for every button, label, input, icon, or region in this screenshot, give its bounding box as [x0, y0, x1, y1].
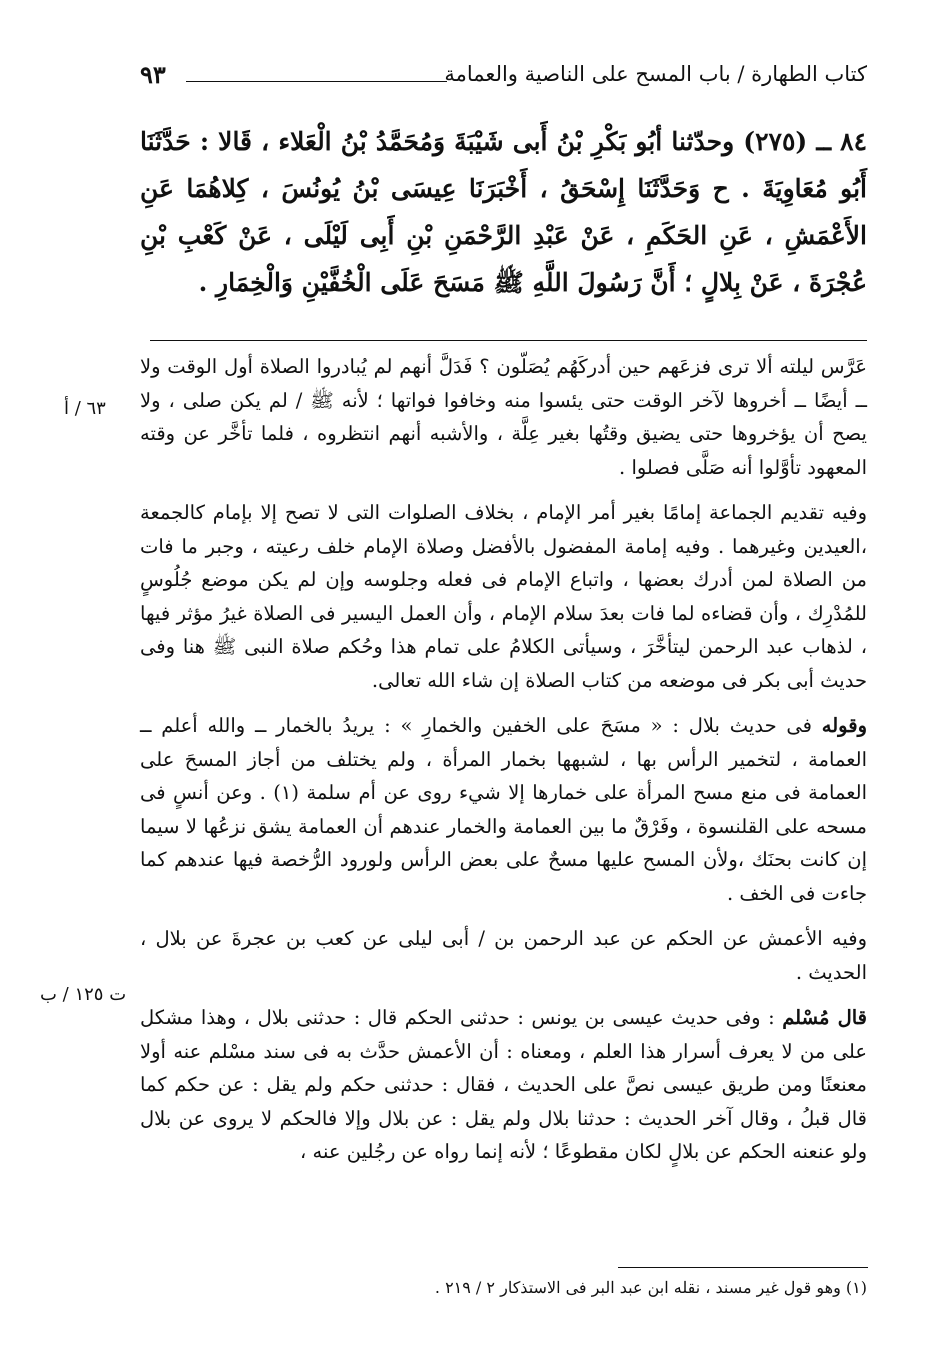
commentary-paragraph: وفيه تقديم الجماعة إمامًا بغير أمر الإمام ، بخلاف الصلوات التى لا تصح إلا بإمام كالجمعة ،العيدين وغيرهما . وفيه إمامة المفضول بالأفضل وصلاة الإمام خلف رعيته ، وجبر ما فات من الصلاة لمن أدرك بعضها ، واتباع الإمام فى فعله وجلوسه وإن لم يكن موضع جُلُوسٍ للمُدْرِك ، وأن قضاءه لما فات بعدَ سلام الإمام ، وأن العمل اليسير فى الصلاة غيرُ مؤثر فيها ، لذهاب عبد الرحمن ليتأخَّرَ ، وسيأتى الكلامُ على تمام هذا وحُكم صلاة النبى ﷺ هنا وفى حديث أبى بكر فى موضعه من كتاب الصلاة إن شاء الله تعالى. [140, 501, 867, 692]
page-number: ٩٣ [140, 60, 166, 89]
commentary-paragraph [140, 1001, 867, 1169]
header-title: كتاب الطهارة / باب المسح على الناصية والعمامة [444, 62, 867, 86]
commentary-paragraph: وفيه الأعمش عن الحكم عن عبد الرحمن بن / أبى ليلى عن كعب بن عجرةَ عن بلال ، الحديث . [140, 927, 867, 984]
running-header [140, 62, 867, 96]
commentary-paragraph: عَرَّس ليلته ألا ترى فزعَهم حين أدركَهُم يُصَلّون ؟ فَدَلَّ أنهم لم يُبادروا الصلاة أول الوقت ولا ــ أيضًا ــ أخروها لآخر الوقت حتى يئسوا منه وخافوا فواتها ؛ لأنه ﷺ / لم يكن صلى ، ولا يصح أن يؤخروها حتى يضيق وقتُها بغير عِلَّة ، والأشبه أنهم انتظروه ، فلما تأخَّر عن وقته المعهود تأوَّلوا أنه صَلَّى فصلوا . [140, 355, 867, 479]
margin-reference: ٦٣ / أ [64, 398, 106, 419]
paragraph-lead: قال مُسْلم [782, 1006, 868, 1029]
commentary [140, 350, 867, 1181]
footnote: (١) وهو قول غير مسند ، نقله ابن عبد البر فى الاستذكار ٢ / ٢١٩ . [434, 1278, 867, 1297]
hadith-text: ٨٤ ــ (٢٧٥) وحدّثنا أبُو بَكْرِ بْنُ أَبى شَيْبَةَ وَمُحَمَّدُ بْنُ الْعَلاء ، قَالا : حَدَّثَنَا أَبُو مُعَاوِيَةَ . ح وَحَدَّثَنَا إِسْحَقُ ، أَخْبَرَنَا عِيسَى بْنُ يُونُسَ ، كِلاهُمَا عَنِ الأَعْمَشِ ، عَنِ الحَكَمِ ، عَنْ عَبْدِ الرَّحْمَنِ بْنِ أَبِى لَيْلَى ، عَنْ كَعْبِ بْنِ عُجْرَةَ ، عَنْ بِلالٍ ؛ أَنَّ رَسُولَ اللَّهِ ﷺ مَسَحَ عَلَى الْخُفَّيْنِ وَالْخِمَارِ . [140, 127, 867, 297]
commentary-paragraph [140, 709, 867, 910]
margin-reference: ت ١٢٥ / ب [40, 984, 127, 1005]
section-divider [150, 340, 867, 341]
header-rule [186, 81, 447, 82]
paragraph-body: : وفى حديث عيسى بن يونس : حدثنى الحكم قال : حدثنى بلال ، وهذا مشكل على من لا يعرف أسرار هذا العلم ، ومعناه : أن الأعمش حدَّث به فى سند مسْلم عنه أولا معنعنًا ومن طريق عيسى نصَّ على الحديث ، فقال : حدثنى حكم ولم يقل : عن حكم كما قال قبلُ ، وقال آخر الحديث : حدثنا بلال ولم يقل : عن بلال وإلا فالحكم لا يروى عن بلال ولو عنعنه الحكم عن بلالٍ لكان مقطوعًا ؛ لأنه إنما رواه عن رجُلين عنه ، [140, 1006, 867, 1163]
footnote-rule [618, 1267, 868, 1268]
paragraph-lead: وقوله [821, 714, 867, 737]
paragraph-body: فى حديث بلال : « مسَحَ على الخفين والخمارِ » : يريدُ بالخمار ــ والله أعلم ــ العمامة ، لتخمير الرأس بها ، لشبهها بخمار المرأة ، ولم يختلف من أجاز المسحَ على العمامة فى منع مسح المرأة على خمارها إلا شيء روى عن أم سلمة (١) . وعن أنسٍ فى مسحه على القلنسوة ، وفَرْقٌ ما بين العمامة والخمار عندهم أن العمامة يشق نزعُها لا سيما إن كانت بحنَك ،ولأن المسح عليها مسحٌ على بعض الرأس ولورود الرُّخصة فيها عندهم كما جاءت فى الخف . [140, 714, 867, 905]
